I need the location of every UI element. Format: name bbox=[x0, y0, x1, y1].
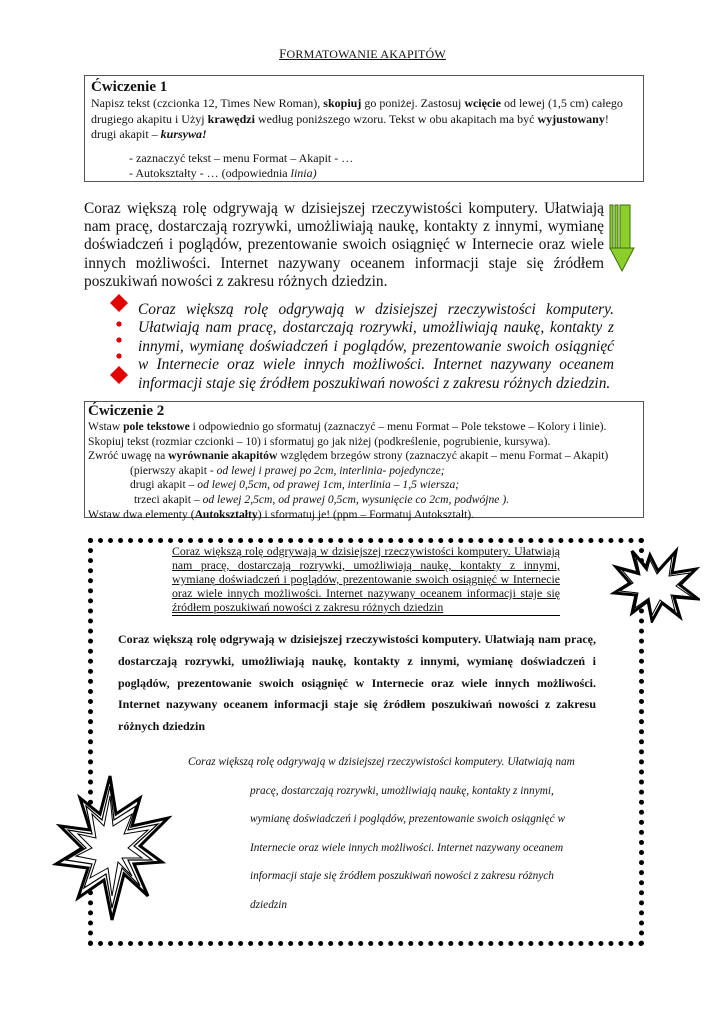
exercise-1-heading: Ćwiczenie 1 bbox=[91, 79, 168, 95]
exercise-2-instructions: Wstaw pole tekstowe i odpowiednio go sformatuj (zaznaczyć – menu Format – Pole tekstowe – Kolory i linie). Skopiuj tekst (rozmiar czcionki – 10) i sformatuj go jak niżej (podkreślenie, pogrubienie, kursywa). Zwróć uwagę na wyrównanie akapitów względem brzegów strony (zaznaczyć akapit – menu Format – Akapit) (pierwszy akapit - od lewej i prawej po 2cm, interlinia- pojedyncze; drugi akapit – od lewej 0,5cm, od prawej 1cm, interlinia – 1,5 wiersza; trzeci akapit – od lewej 2,5cm, od prawej 0,5cm, wysunięcie co 2cm, podwójne ). Wstaw dwa elementy (Autokształty) i sformatuj je! (ppm – Formatuj Autokształt). bbox=[88, 420, 609, 521]
hanging-line: informacji staje się źródłem poszukiwań nowości z zakresu różnych bbox=[250, 870, 554, 883]
hanging-line: dziedzin bbox=[250, 898, 288, 911]
explosion-shape-icon bbox=[52, 768, 172, 928]
hanging-line: Internecie oraz wiele innych możliwości. Internet nazywany oceanem bbox=[250, 841, 564, 854]
red-diamond-bullet-icon bbox=[108, 293, 130, 385]
exercise-1-instructions: Napisz tekst (czcionka 12, Times New Roman), skopiuj go poniżej. Zastosuj wcięcie od lewej (1,5 cm) całego drugiego akapitu i Użyj krawędzi według poniższego wzoru. Tekst w obu akapitach ma być wyjustowany! drugi akapit – kursywa! bbox=[91, 96, 623, 141]
exercise-2-box bbox=[84, 401, 644, 521]
paragraph-normal: Coraz większą rolę odgrywają w dzisiejszej rzeczywistości komputery. Ułatwiają nam pracę, dostarczają rozrywki, umożliwiają naukę, kontakty z innymi, wymianę doświadczeń i poglądów, prezentowanie swoich osiągnięć w Internecie oraz wiele innych możliwości. Internet nazywany oceanem informacji staje się źródłem poszukiwań nowości z zakresu różnych dziedzin. bbox=[84, 200, 604, 290]
exercise-1-hint: - zaznaczyć tekst – menu Format – Akapit - … bbox=[129, 150, 354, 165]
explosion-shape-icon bbox=[610, 543, 700, 623]
hanging-line: wymianę doświadczeń i poglądów, prezentowanie swoich osiągnięć w bbox=[250, 813, 566, 826]
exercise-1-box bbox=[84, 75, 644, 182]
text-box-paragraph: Coraz większą rolę odgrywają w dzisiejszej rzeczywistości komputery. Ułatwiają nam pracę, dostarczają rozrywki, umożliwiają naukę, kontakty z innymi, wymianę doświadczeń i poglądów, prezentowanie swoich osiągnięć w Internecie oraz wiele innych możliwości. Internet nazywany oceanem informacji staje się źródłem poszukiwań nowości z zakresu różnych dziedzin bbox=[172, 544, 560, 614]
exercise-2-heading: Ćwiczenie 2 bbox=[88, 403, 165, 419]
exercise-1-hint: - Autokształty - … (odpowiednia linia) bbox=[129, 166, 317, 180]
paragraph-bold: Coraz większą rolę odgrywają w dzisiejszej rzeczywistości komputery. Ułatwiają nam pracę, dostarczają rozrywki, umożliwiają naukę, kontakty z innymi, wymianę doświadczeń i poglądów, prezentowanie swoich osiągnięć w Internecie oraz wiele innych możliwości. Internet nazywany oceanem informacji staje się źródłem poszukiwań nowości z zakresu różnych dziedzin bbox=[118, 632, 596, 734]
page-title: FORMATOWANIE AKAPITÓW bbox=[279, 46, 446, 61]
paragraph-italic: Coraz większą rolę odgrywają w dzisiejszej rzeczywistości komputery. Ułatwiają nam pracę, dostarczają rozrywki, umożliwiają naukę, kontakty z innymi, wymianę doświadczeń i poglądów, prezentowanie swoich osiągnięć w Internecie oraz wiele innych możliwości. Internet nazywany oceanem informacji staje się źródłem poszukiwań nowości z zakresu różnych dziedzin. bbox=[138, 301, 614, 392]
green-down-arrow-icon bbox=[609, 204, 635, 272]
hanging-line: pracę, dostarczają rozrywki, umożliwiają naukę, kontakty z innymi, bbox=[250, 784, 554, 797]
paragraph-hanging bbox=[188, 748, 616, 920]
hanging-first-line: Coraz większą rolę odgrywają w dzisiejszej rzeczywistości komputery. Ułatwiają nam bbox=[188, 756, 575, 768]
